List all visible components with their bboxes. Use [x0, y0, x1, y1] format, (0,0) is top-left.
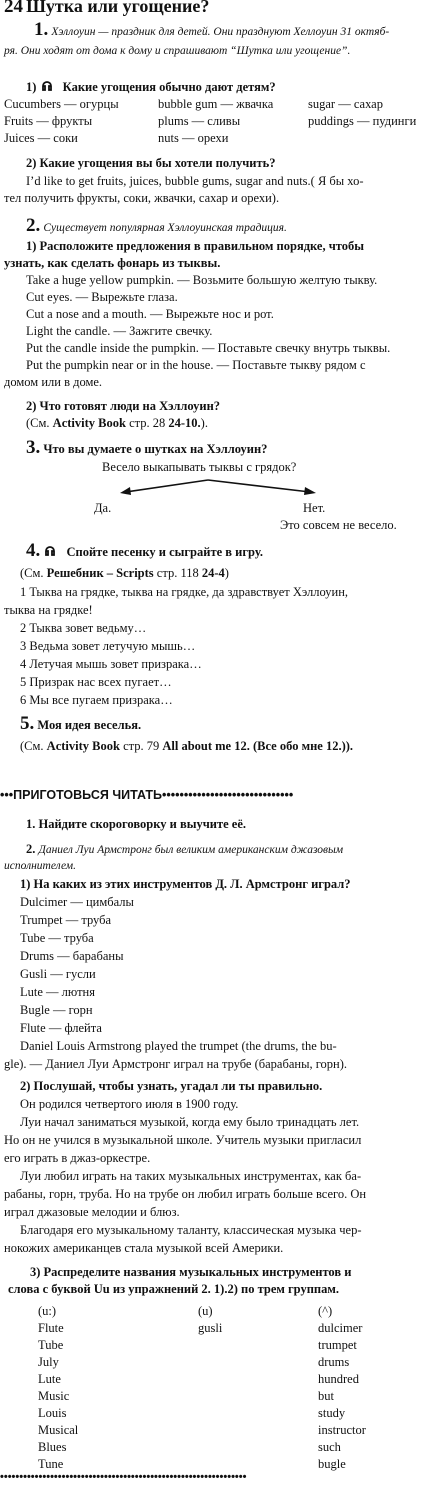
ex2-step: Take a huge yellow pumpkin. — Возьмите большую желтую тыкву.: [26, 273, 378, 287]
ex2-step: Cut a nose and a mouth. — Вырежьте нос и рот.: [26, 307, 274, 321]
song-line: 1 Тыква на грядке, тыква на грядке, да здравствует Хэллоуин,: [20, 585, 349, 599]
read2-answer-line1: Daniel Louis Armstrong played the trumpet (the drums, the bu-: [20, 1039, 337, 1053]
ref-book: Решебник – Scripts: [46, 566, 154, 580]
ex1-intro-line1: Хэллоуин — праздник для детей. Они празднуют Хеллоуин 31 октяб-: [51, 26, 390, 38]
table-cell: such: [318, 1440, 341, 1454]
ex3-yes: Да.: [94, 501, 112, 515]
ref-page: стр. 79: [119, 739, 163, 753]
table-cell: Music: [38, 1389, 70, 1403]
table-cell: drums: [318, 1355, 350, 1369]
q1-col3-item: puddings — пудинги: [308, 114, 417, 128]
table-cell: Blues: [38, 1440, 67, 1454]
table-cell: instructor: [318, 1423, 366, 1437]
ex4-ref: [20, 566, 229, 581]
read2-number: 2.: [26, 842, 39, 856]
table-cell: Louis: [38, 1406, 67, 1420]
song-line: 6 Мы все пугаем призрака…: [20, 693, 173, 707]
ref-exercise: 24-10.: [168, 416, 201, 430]
table-cell: Tube: [38, 1338, 64, 1352]
ex5-number: 5.: [20, 713, 35, 734]
read2-para2: Луи начал заниматься музыкой, когда ему было тринадцать лет.: [20, 1115, 360, 1129]
ex2-intro: [26, 215, 287, 236]
ex4-text: Спойте песенку и сыграйте в игру.: [66, 545, 263, 559]
ex3-heading: [26, 437, 268, 458]
ex3-double-arrow: [118, 476, 318, 498]
instrument-item: Bugle — горн: [20, 1003, 93, 1017]
ex5-heading: [20, 713, 142, 734]
table-cell: gusli: [198, 1321, 223, 1335]
ex1-number: 1.: [34, 19, 49, 40]
ref-exercise: 24-4: [201, 566, 225, 580]
instrument-item: Dulcimer — цимбалы: [20, 895, 134, 909]
section-header: [0, 788, 293, 803]
instrument-item: Tube — труба: [20, 931, 94, 945]
table-cell: July: [38, 1355, 59, 1369]
instrument-item: Gusli — гусли: [20, 967, 96, 981]
song-line: 4 Летучая мышь зовет призрака…: [20, 657, 202, 671]
ref-prefix: (См.: [20, 739, 47, 753]
ref-prefix: (См.: [20, 566, 47, 580]
table-header-long-u: (u:): [38, 1304, 57, 1318]
song-line: тыква на грядке!: [4, 603, 93, 617]
page-heading: [4, 0, 209, 16]
q2-answer-line1: I’d like to get fruits, juices, bubble gums, sugar and nuts.( Я бы хо-: [26, 174, 364, 188]
instrument-item: Drums — барабаны: [20, 949, 124, 963]
ref-end: ): [224, 566, 229, 580]
q1-text: Какие угощения обычно дают детям?: [62, 80, 276, 94]
ex3-number: 3.: [26, 437, 41, 458]
ex4-number: 4.: [26, 540, 41, 561]
instrument-item: Lute — лютня: [20, 985, 95, 999]
ex2-task-line2: узнать, как сделать фонарь из тыквы.: [4, 256, 221, 270]
ex3-no: Нет.: [303, 501, 326, 515]
table-header-short-u: (u): [198, 1304, 213, 1318]
ex5-ref: [20, 739, 353, 754]
ex3-text: Что вы думаете о шутках на Хэллоуин?: [43, 442, 268, 456]
ref-prefix: (См.: [26, 416, 53, 430]
section-dots-left: •••: [0, 788, 14, 802]
table-cell: Lute: [38, 1372, 61, 1386]
table-cell: dulcimer: [318, 1321, 363, 1335]
ref-page: стр. 118: [153, 566, 202, 580]
table-cell: study: [318, 1406, 346, 1420]
q1-heading: [26, 79, 276, 95]
ex2-step: Put the pumpkin near or in the house. — Поставьте тыкву рядом с: [26, 358, 366, 372]
ex2-step-continued: домом или в доме.: [4, 375, 103, 389]
page-title: Шутка или угощение?: [26, 0, 210, 16]
instrument-item: Trumpet — труба: [20, 913, 112, 927]
read2-para1: Он родился четвертого июля в 1900 году.: [20, 1097, 239, 1111]
section-title: ПРИГОТОВЬСЯ ЧИТАТЬ: [13, 788, 162, 802]
listen-icon: [43, 544, 57, 558]
ex2-task-line1: 1) Расположите предложения в правильном порядке, чтобы: [26, 239, 365, 253]
read2-para3: Луи любил играть на таких музыкальных инструментах, как ба-: [20, 1169, 362, 1183]
q2-answer-line2: тел получить фрукты, соки, жвачки, сахар и орехи).: [4, 191, 280, 205]
ex2-q2-ref: [26, 416, 208, 431]
ex2-q2: 2) Что готовят люди на Хэллоуин?: [26, 399, 221, 413]
ex2-number: 2.: [26, 215, 41, 236]
table-cell: hundred: [318, 1372, 359, 1386]
q1-col1-item: Cucumbers — огурцы: [4, 97, 119, 111]
ex2-step: Light the candle. — Зажгите свечку.: [26, 324, 213, 338]
table-cell: Flute: [38, 1321, 64, 1335]
ex1-intro: [34, 19, 390, 40]
read2-q3-line1: 3) Распределите названия музыкальных инструментов и: [30, 1265, 352, 1279]
instrument-item: Flute — флейта: [20, 1021, 102, 1035]
table-cell: trumpet: [318, 1338, 357, 1352]
q1-col2-item: plums — сливы: [158, 114, 241, 128]
read2-para4: Благодаря его музыкальному таланту, классическая музыка чер-: [20, 1223, 362, 1237]
read2-intro-line2: исполнителем.: [4, 860, 76, 872]
q1-col2-item: nuts — орехи: [158, 131, 229, 145]
read2-answer-line2: gle). — Даниел Луи Армстронг играл на трубе (барабаны, горн).: [4, 1057, 348, 1071]
read2-intro-line1: Даниел Луи Армстронг был великим американским джазовым: [38, 844, 344, 856]
ex5-text: Моя идея веселья.: [37, 718, 142, 732]
read1-text: 1. Найдите скороговорку и выучите её.: [26, 817, 246, 831]
read2-para2: Но он не учился в музыкальной школе. Учитель музыки пригласил: [4, 1133, 362, 1147]
ex1-intro-line2: ря. Они ходят от дома к дому и спрашивают “Шутка или угощение”.: [4, 45, 351, 57]
ref-end: ).: [200, 416, 208, 430]
ex2-step: Put the candle inside the pumpkin. — Поставьте свечку внутрь тыквы.: [26, 341, 391, 355]
table-cell: but: [318, 1389, 334, 1403]
ex4-heading: [26, 540, 263, 561]
ref-page: стр. 28: [125, 416, 169, 430]
ex2-intro-text: Существует популярная Хэллоуинская традиция.: [43, 222, 287, 234]
read2-para2: его играть в джаз-оркестре.: [4, 1151, 151, 1165]
table-cell: Musical: [38, 1423, 79, 1437]
song-line: 2 Тыква зовет ведьму…: [20, 621, 147, 635]
read2-q2: 2) Послушай, чтобы узнать, угадал ли ты правильно.: [20, 1079, 323, 1093]
ex3-question: Весело выкапывать тыквы с грядок?: [102, 460, 297, 474]
page-number: 24: [4, 0, 23, 17]
bottom-dot-rule: ••••••••••••••••••••••••••••••••••••••••••••••••••••••••••••••••: [0, 1471, 247, 1483]
q1-col1-item: Juices — соки: [4, 131, 78, 145]
read2-para3: рабаны, горн, труба. Но на трубе он любил играть больше всего. Он: [4, 1187, 367, 1201]
read2-para4: нокожих американцев стала музыкой всей Америки.: [4, 1241, 284, 1255]
song-line: 3 Ведьма зовет летучую мышь…: [20, 639, 196, 653]
read2-intro: [26, 842, 343, 858]
ex2-step: Cut eyes. — Вырежьте глаза.: [26, 290, 178, 304]
ex3-no-reason: Это совсем не весело.: [280, 518, 397, 532]
listen-icon: [40, 79, 54, 93]
read2-q3-line2: слова с буквой Uu из упражнений 2. 1).2) по трем группам.: [8, 1282, 340, 1296]
ref-book: Activity Book: [46, 739, 120, 753]
q2-text: 2) Какие угощения вы бы хотели получить?: [26, 156, 276, 170]
q1-col2-item: bubble gum — жвачка: [158, 97, 274, 111]
section-dots-right: ••••••••••••••••••••••••••••••: [161, 788, 294, 802]
table-header-caret: (^): [318, 1304, 333, 1318]
read2-q1: 1) На каких из этих инструментов Д. Л. Армстронг играл?: [20, 877, 351, 891]
table-cell: Tune: [38, 1457, 64, 1471]
ref-book: Activity Book: [52, 416, 126, 430]
q1-col1-item: Fruits — фрукты: [4, 114, 93, 128]
q1-col3-item: sugar — сахар: [308, 97, 383, 111]
read2-para3: играл джазовые мелодии и блюз.: [4, 1205, 180, 1219]
q1-label: 1): [26, 80, 37, 94]
song-line: 5 Призрак нас всех пугает…: [20, 675, 172, 689]
table-cell: bugle: [318, 1457, 346, 1471]
ref-title: All about me 12. (Все обо мне 12.)).: [162, 739, 354, 753]
